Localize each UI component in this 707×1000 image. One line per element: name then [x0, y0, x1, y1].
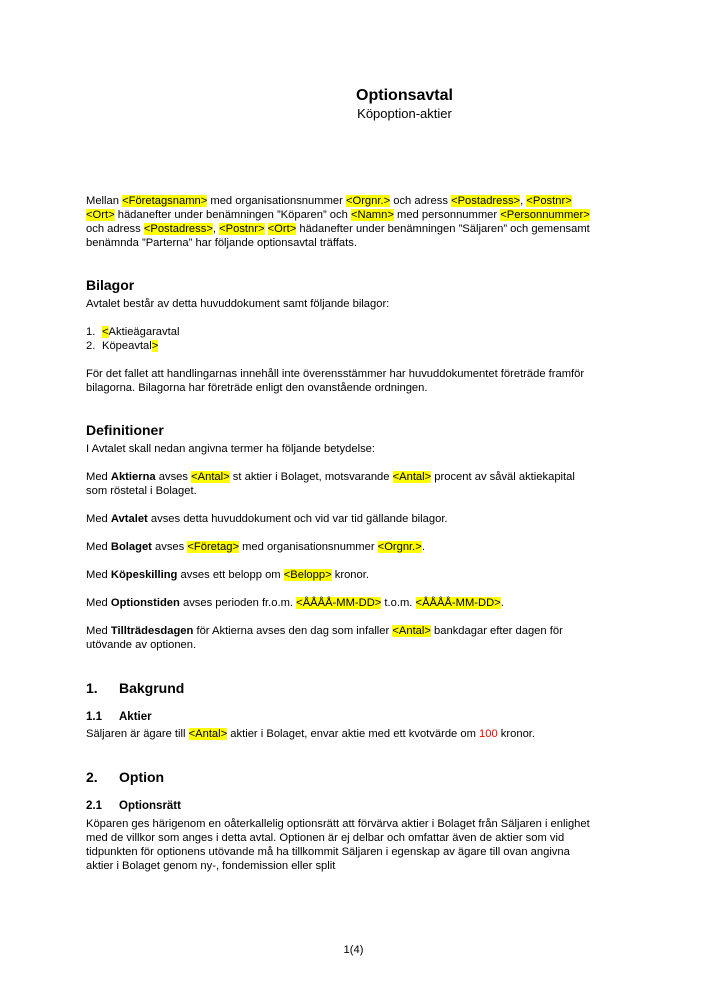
definition-aktierna-line-2: som röstetal i Bolaget. [86, 485, 197, 497]
definition-optionstiden: Med Optionstiden avses perioden fr.o.m. <ÅÅÅÅ-MM-DD> t.o.m. <ÅÅÅÅ-MM-DD>. [86, 597, 504, 609]
definition-avtalet: Med Avtalet avses detta huvuddokument och vid var tid gällande bilagor. [86, 513, 448, 525]
page-number: 1(4) [343, 944, 364, 956]
placeholder-postnr: <Postnr> [219, 223, 265, 235]
bilagor-heading: Bilagor [86, 277, 135, 293]
section-2-1-heading: 2.1 Optionsrätt [86, 800, 181, 812]
intro-line-3: och adress <Postadress>, <Postnr> <Ort> hädanefter under benämningen ”Säljaren” och gemensamt [86, 223, 590, 235]
placeholder-personnummer: <Personnummer> [500, 209, 590, 221]
document-subtitle: Köpoption-aktier [357, 106, 452, 121]
intro-line-4: benämnda ”Parterna” har följande optionsavtal träffats. [86, 237, 357, 249]
section-1-1-text: Säljaren är ägare till <Antal> aktier i Bolaget, envar aktie med ett kvotvärde om 100 kronor. [86, 728, 536, 740]
bilagor-paragraph-line-1: För det fallet att handlingarnas innehåll inte överensstämmer har huvuddokumentet företräde framför [86, 368, 585, 380]
placeholder-postadress: <Postadress> [451, 195, 521, 207]
document-title: Optionsavtal [356, 87, 453, 104]
section-2-heading: 2. Option [86, 769, 165, 785]
intro-line-2: <Ort> hädanefter under benämningen ”Köparen” och <Namn> med personnummer <Personnummer> [86, 209, 590, 221]
placeholder-ort: <Ort> [86, 209, 115, 221]
bilagor-item-1: 1. <Aktieägaravtal [86, 326, 180, 338]
placeholder-foretagsnamn: <Företagsnamn> [122, 195, 208, 207]
placeholder-namn: <Namn> [350, 209, 394, 221]
definition-tilltradesdagen: Med Tillträdesdagen för Aktierna avses den dag som infaller <Antal> bankdagar efter dagen för [86, 625, 563, 637]
placeholder-ort: <Ort> [267, 223, 297, 235]
definition-bolaget: Med Bolaget avses <Företag> med organisationsnummer <Orgnr.>. [86, 541, 425, 553]
definition-kopeskilling: Med Köpeskilling avses ett belopp om <Belopp> kronor. [86, 569, 369, 581]
definitioner-text: I Avtalet skall nedan angivna termer ha följande betydelse: [86, 443, 375, 455]
section-2-1-line-3: tidpunkten för optionens utövande må ha tillkommit Säljaren i egenskap av ägare till ovan angivna [86, 846, 570, 858]
placeholder-postadress: <Postadress> [143, 223, 213, 235]
section-1-1-heading: 1.1 Aktier [86, 711, 152, 723]
title-block [0, 86, 707, 122]
definition-aktierna: Med Aktierna avses <Antal> st aktier i Bolaget, motsvarande <Antal> procent av såväl aktiekapital [86, 471, 575, 483]
kvotvarde-value: 100 [479, 728, 498, 740]
intro-line-1: Mellan <Företagsnamn> med organisationsnummer <Orgnr.> och adress <Postadress>, <Postnr> [86, 195, 572, 207]
definitioner-heading: Definitioner [86, 422, 164, 438]
section-1-heading: 1. Bakgrund [86, 680, 185, 696]
bilagor-paragraph-line-2: bilagorna. Bilagorna har företräde enligt den ovanstående ordningen. [86, 382, 428, 394]
placeholder-orgnr: <Orgnr.> [345, 195, 391, 207]
bilagor-text: Avtalet består av detta huvuddokument samt följande bilagor: [86, 298, 390, 310]
placeholder-postnr: <Postnr> [526, 195, 572, 207]
section-2-1-line-2: med de villkor som anges i detta avtal. Optionen är ej delbar och omfattar även de aktier som vid [86, 832, 565, 844]
section-2-1-line-4: aktier i Bolaget genom ny-, fondemission eller split [86, 860, 336, 872]
definition-tilltradesdagen-line-2: utövande av optionen. [86, 639, 197, 651]
section-2-1-line-1: Köparen ges härigenom en oåterkallelig optionsrätt att förvärva aktier i Bolaget från Säljaren i enlighet [86, 818, 590, 830]
bilagor-item-2: 2. Köpeavtal> [86, 340, 159, 352]
